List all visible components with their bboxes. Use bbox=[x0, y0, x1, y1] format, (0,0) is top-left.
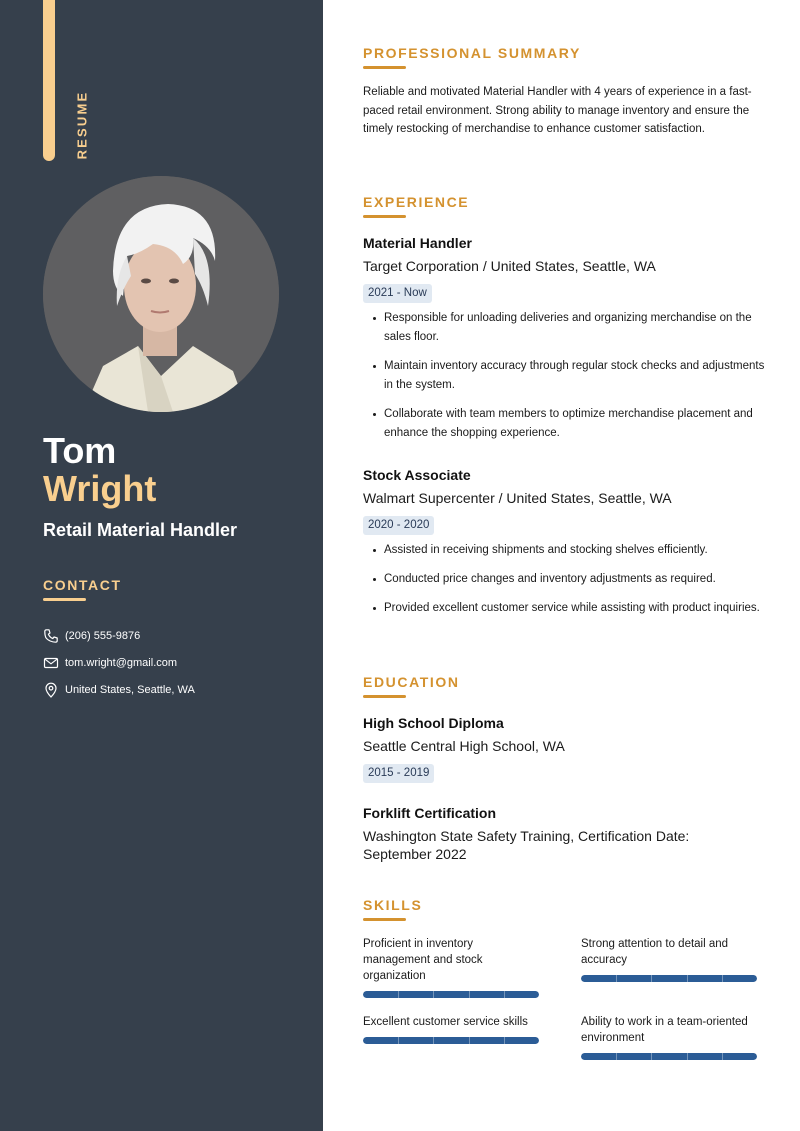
list-item: Collaborate with team members to optimize merchandise placement and enhance the shopping experience. bbox=[373, 405, 773, 443]
list-item: Maintain inventory accuracy through regular stock checks and adjustments in the system. bbox=[373, 357, 773, 395]
contact-heading: CONTACT bbox=[43, 577, 122, 593]
skill-bar-divider bbox=[398, 991, 399, 998]
list-item: Assisted in receiving shipments and stocking shelves efficiently. bbox=[373, 541, 773, 560]
skill-label: Strong attention to detail and accuracy bbox=[581, 938, 729, 966]
skill-bar-divider bbox=[687, 975, 688, 982]
job-bullets bbox=[373, 541, 773, 628]
skill-bar-divider bbox=[722, 1053, 723, 1060]
skill-bar bbox=[581, 975, 757, 982]
date-badge: 2015 - 2019 bbox=[363, 764, 434, 783]
contact-phone bbox=[43, 628, 140, 644]
skill-bar-divider bbox=[469, 991, 470, 998]
skill-bar-divider bbox=[722, 975, 723, 982]
skill-bar-divider bbox=[433, 1037, 434, 1044]
first-name: Tom bbox=[43, 430, 117, 471]
skill-bar-divider bbox=[687, 1053, 688, 1060]
date-badge: 2021 - Now bbox=[363, 284, 432, 303]
skill-bar-divider bbox=[651, 1053, 652, 1060]
skill-label: Proficient in inventory management and stock organization bbox=[363, 938, 483, 982]
skill-bar-divider bbox=[433, 991, 434, 998]
experience-heading: EXPERIENCE bbox=[363, 194, 470, 210]
education-org: Washington State Safety Training, Certification Date: September 2022 bbox=[363, 828, 690, 862]
job-org: Walmart Supercenter / United States, Seattle, WA bbox=[363, 490, 672, 506]
accent-bar bbox=[43, 0, 55, 161]
email-text: tom.wright@gmail.com bbox=[65, 657, 178, 669]
sidebar bbox=[0, 0, 323, 1131]
job-bullets bbox=[373, 309, 773, 453]
mail-icon bbox=[43, 655, 59, 671]
list-item: Responsible for unloading deliveries and organizing merchandise on the sales floor. bbox=[373, 309, 773, 347]
job-title: Material Handler bbox=[363, 235, 472, 251]
skill-bar bbox=[581, 1053, 757, 1060]
profile-photo bbox=[43, 176, 279, 412]
resume-tag: RESUME bbox=[74, 90, 90, 160]
education-title: High School Diploma bbox=[363, 715, 504, 731]
phone-icon bbox=[43, 628, 59, 644]
contact-underline bbox=[43, 598, 86, 601]
map-pin-icon bbox=[43, 682, 59, 698]
skill-bar-divider bbox=[616, 975, 617, 982]
skill-bar-divider bbox=[398, 1037, 399, 1044]
summary-heading: PROFESSIONAL SUMMARY bbox=[363, 45, 581, 61]
job-role: Retail Material Handler bbox=[43, 520, 238, 540]
skill-bar-divider bbox=[504, 1037, 505, 1044]
skills-heading: SKILLS bbox=[363, 897, 423, 913]
education-org: Seattle Central High School, WA bbox=[363, 738, 565, 754]
skill-bar-divider bbox=[651, 975, 652, 982]
skill-bar-divider bbox=[469, 1037, 470, 1044]
summary-text: Reliable and motivated Material Handler with 4 years of experience in a fast-paced retail environment. Strong ability to manage inventory and ensure the timely restocking of merchandise to enhance customer satisfaction. bbox=[363, 86, 752, 136]
list-item: Conducted price changes and inventory adjustments as required. bbox=[373, 570, 773, 589]
summary-underline bbox=[363, 66, 406, 69]
last-name: Wright bbox=[43, 468, 157, 509]
skill-bar-divider bbox=[616, 1053, 617, 1060]
experience-underline bbox=[363, 215, 406, 218]
skills-underline bbox=[363, 918, 406, 921]
education-underline bbox=[363, 695, 406, 698]
skill-label: Ability to work in a team-oriented environment bbox=[581, 1016, 748, 1044]
job-title: Stock Associate bbox=[363, 467, 471, 483]
phone-text: (206) 555-9876 bbox=[65, 630, 141, 642]
education-title: Forklift Certification bbox=[363, 805, 497, 821]
skill-label: Excellent customer service skills bbox=[363, 1016, 528, 1028]
job-org: Target Corporation / United States, Seattle, WA bbox=[363, 258, 656, 274]
education-heading: EDUCATION bbox=[363, 674, 460, 690]
contact-email bbox=[43, 655, 177, 671]
skill-bar-divider bbox=[504, 991, 505, 998]
date-badge: 2020 - 2020 bbox=[363, 516, 434, 535]
location-text: United States, Seattle, WA bbox=[65, 684, 195, 696]
skill-bar bbox=[363, 1037, 539, 1044]
skill-bar bbox=[363, 991, 539, 998]
contact-location bbox=[43, 682, 195, 698]
list-item: Provided excellent customer service while assisting with product inquiries. bbox=[373, 599, 773, 618]
